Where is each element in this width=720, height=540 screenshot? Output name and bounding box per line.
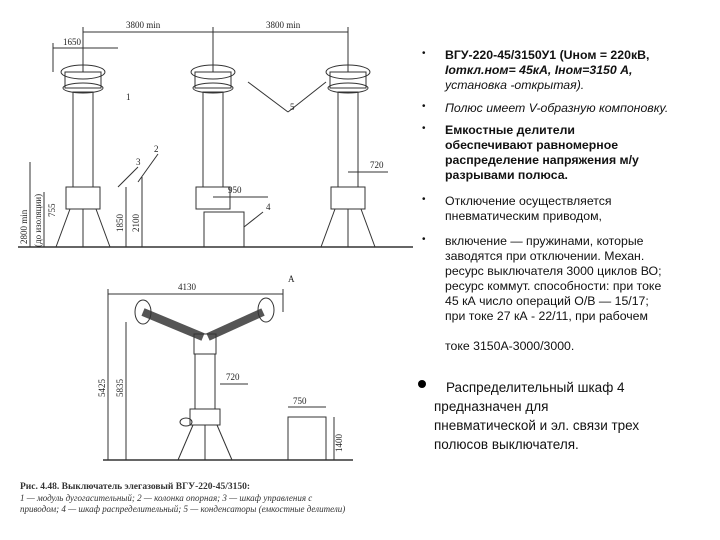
dim-3800-right: 3800 min [266,20,301,30]
callout-3: 3 [136,157,141,167]
drawing-svg [8,12,418,472]
dim-1850: 1850 [115,214,125,232]
bullet-5-line-5: 45 кА число операций О/В — 15/17; [445,294,649,308]
bullet-3-line-3: распределение напряжения м/у [445,153,639,167]
bullet-6-line-3: пневматической и эл. связи трех [434,418,640,433]
bullet-3-line-2: обеспечивают равномерное [445,138,619,152]
callout-4: 4 [266,202,271,212]
dim-1650: 1650 [63,37,81,47]
dim-2100: 2100 [131,214,141,232]
dim-4130: 4130 [178,282,196,292]
caption-title: Рис. 4.48. Выключатель элегазовый ВГУ-220-45/3150: [20,482,250,492]
bullet-1-line-2: Iоткл.ном= 45кА, Iном=3150 А, [445,63,633,77]
bullet-4-line-2: пневматическим приводом, [445,209,602,223]
bullet-5-line-2: заводятся при отключении. Механ. [445,249,645,263]
pole-right [321,65,375,247]
bullet-6-line-2: предназначен для [434,399,549,414]
dim-950: 950 [228,185,242,195]
bullet-dot-icon: • [422,48,426,59]
dim-A: A [288,274,295,284]
bullet-5-line-1: включение — пружинами, которые [445,234,644,248]
bullet-6-line-4: полюсов выключателя. [434,437,579,452]
technical-drawing [8,12,418,522]
dim-5835: 5835 [115,379,125,397]
bullet-6-line-1: Распределительный шкаф 4 [446,380,625,395]
bullet-4-line-1: Отключение осуществляется [445,194,612,208]
dim-3800-left: 3800 min [126,20,161,30]
pole-left [56,65,110,247]
caption-line-1: 1 — модуль дугогасительный; 2 — колонка опорная; 3 — шкаф управления с [20,493,313,503]
figure-caption [20,482,420,515]
dim-1400: 1400 [334,434,344,452]
bullet-5-line-7: токе 3150А-3000/3000. [445,339,575,353]
bullet-5-line-4: ресурс коммут. способности: при токе [445,279,662,293]
bullet-dot-icon: • [422,101,426,112]
callout-2: 2 [154,144,159,154]
bullet-5-line-3: ресурс выключателя 3000 циклов ВО; [445,264,662,278]
bullet-1-line-1: ВГУ-220-45/3150У1 (Uном = 220кВ, [445,48,650,62]
dim-5425: 5425 [97,379,107,397]
bullet-dot-icon: • [422,194,426,205]
bullet-dot-icon: • [422,234,426,245]
dim-750: 750 [293,396,307,406]
bullet-5-line-6: при токе 27 кА - 22/11, при рабочем [445,309,648,323]
pole-v-shape [135,298,274,460]
bullet-dot-large-icon [418,380,426,388]
bullet-dot-icon: • [422,123,426,134]
bullet-2-line-1: Полюс имеет V-образную компоновку. [445,101,669,115]
dim-755: 755 [47,203,57,217]
dim-720-top: 720 [370,160,384,170]
callout-5: 5 [290,102,295,112]
distribution-cabinet [288,417,326,460]
bullet-1-line-3: установка -открытая). [445,78,585,92]
dim-2800-note: (до изоляции) [33,193,43,247]
bullet-3-line-1: Емкостные делители [445,123,575,137]
dim-720-bottom: 720 [226,372,240,382]
caption-line-2: приводом; 4 — шкаф распределительный; 5 — конденсаторы (емкостные делители) [20,504,346,514]
pole-middle [191,65,244,247]
dim-2800: 2800 min [19,209,29,244]
callout-1: 1 [126,92,131,102]
bullet-3-line-4: разрывами полюса. [445,168,568,182]
